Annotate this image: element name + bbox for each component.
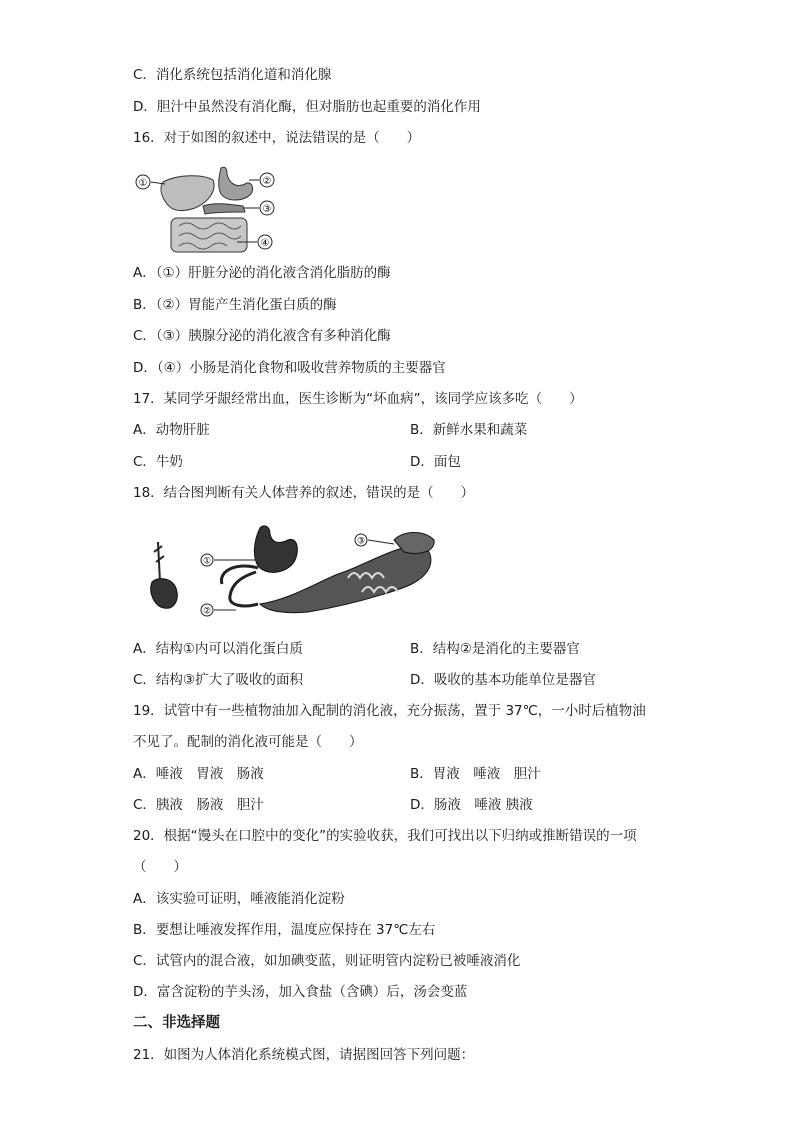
figure-label: ③ <box>262 204 272 215</box>
q16-stem: 16．对于如图的叙述中，说法错误的是（ ） <box>133 130 421 146</box>
q21-stem: 21．如图为人体消化系统模式图，请据图回答下列问题： <box>133 1047 475 1063</box>
q19-option-d: D．肠液 唾液 胰液 <box>410 797 533 813</box>
q18-option-a: A．结构①内可以消化蛋白质 <box>133 641 303 657</box>
q17-option-c: C．牛奶 <box>133 454 183 470</box>
q20-stem-line2: （ ） <box>133 859 187 875</box>
nutrition-structures-figure <box>148 522 438 622</box>
q16-option-b: B．（②）胃能产生消化蛋白质的酶 <box>133 297 337 313</box>
q18-option-b: B．结构②是消化的主要器官 <box>410 641 580 657</box>
q16-option-a: A．（①）肝脏分泌的消化液含消化脂肪的酶 <box>133 265 391 281</box>
q15-option-c: C．消化系统包括消化道和消化腺 <box>133 67 332 83</box>
q20-stem-line1: 20．根据“馒头在口腔中的变化”的实验收获，我们可找出以下归纳或推断错误的一项 <box>133 828 637 844</box>
q18-stem: 18．结合图判断有关人体营养的叙述，错误的是（ ） <box>133 485 475 501</box>
q19-stem-line2: 不见了。配制的消化液可能是（ ） <box>133 734 363 750</box>
stomach-drawing <box>254 526 297 572</box>
section-heading: 二、非选择题 <box>133 1015 220 1031</box>
figure-label: ② <box>262 176 272 187</box>
q19-option-b: B．胃液 唾液 胆汁 <box>410 766 541 782</box>
q19-stem-line1: 19．试管中有一些植物油加入配制的消化液，充分振荡，置于 37℃，一小时后植物油 <box>133 703 646 719</box>
figure-label: ① <box>138 178 148 189</box>
figure-label: ② <box>202 606 212 617</box>
figure-label: ① <box>202 556 212 567</box>
q19-option-c: C．胰液 肠液 胆汁 <box>133 797 264 813</box>
digestive-organs-figure <box>133 162 283 254</box>
q20-option-a: A．该实验可证明，唾液能消化淀粉 <box>133 891 345 907</box>
q20-option-b: B．要想让唾液发挥作用，温度应保持在 37℃左右 <box>133 922 436 938</box>
stomach-drawing <box>219 167 253 200</box>
figure-label: ③ <box>356 536 366 547</box>
q17-option-a: A．动物肝脏 <box>133 422 210 438</box>
pancreas-drawing <box>203 204 245 214</box>
q16-option-c: C．（③）胰腺分泌的消化液含有多种消化酶 <box>133 328 391 344</box>
q19-option-a: A．唾液 胃液 肠液 <box>133 766 264 782</box>
q16-option-d: D．（④）小肠是消化食物和吸收营养物质的主要器官 <box>133 360 446 376</box>
figure-label: ④ <box>260 238 270 249</box>
q15-option-d: D．胆汁中虽然没有消化酶，但对脂肪也起重要的消化作用 <box>133 99 481 115</box>
q17-stem: 17．某同学牙龈经常出血，医生诊断为“坏血病”，该同学应该多吃（ ） <box>133 391 583 407</box>
q18-option-d: D．吸收的基本功能单位是器官 <box>410 672 596 688</box>
q20-option-d: D．富含淀粉的芋头汤，加入食盐（含碘）后，汤会变蓝 <box>133 984 468 1000</box>
q17-option-b: B．新鲜水果和蔬菜 <box>410 422 528 438</box>
q17-option-d: D．面包 <box>410 454 461 470</box>
q18-option-c: C．结构③扩大了吸收的面积 <box>133 672 304 688</box>
q20-option-c: C．试管内的混合液，如加碘变蓝，则证明管内淀粉已被唾液消化 <box>133 953 521 969</box>
